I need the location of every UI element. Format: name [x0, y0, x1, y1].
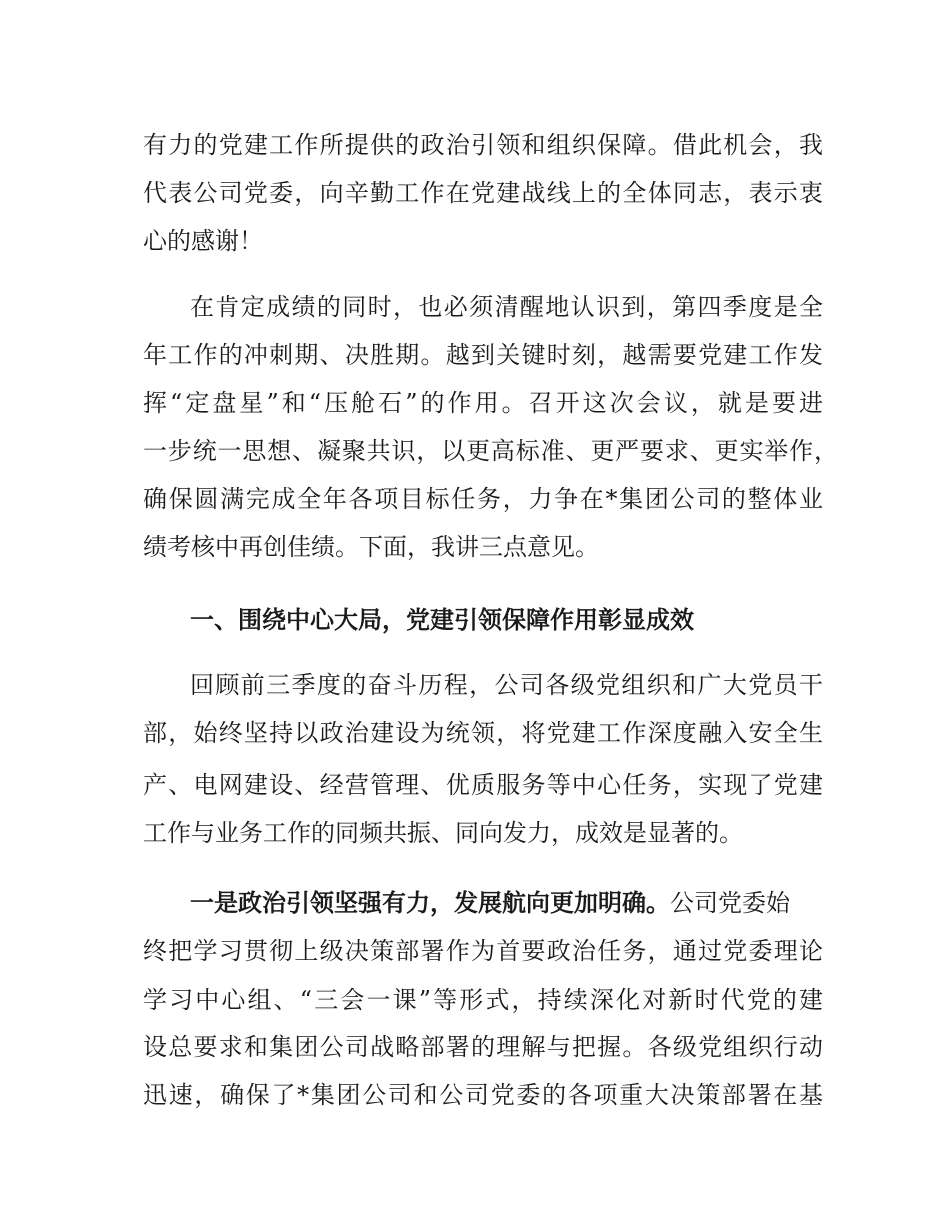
text-line: 年工作的冲刺期、决胜期。越到关键时刻，越需要党建工作发 [143, 341, 823, 369]
text-line: 终把学习贯彻上级决策部署作为首要政治任务，通过党委理论 [143, 937, 823, 965]
text-line: 挥“定盘星”和“压舱石”的作用。召开这次会议，就是要进 [143, 389, 823, 417]
text-line: 产、电网建设、经营管理、优质服务等中心任务，实现了党建 [143, 771, 823, 799]
text-line [190, 888, 823, 918]
text-run: 公司党委始 [670, 889, 790, 917]
text-line: 部，始终坚持以政治建设为统领，将党建工作深度融入安全生 [143, 719, 823, 747]
text-line: 一步统一思想、凝聚共识，以更高标准、更严要求、更实举作， [143, 437, 838, 465]
text-line: 学习中心组、“三会一课”等形式，持续深化对新时代党的建 [143, 986, 823, 1014]
text-line: 回顾前三季度的奋斗历程，公司各级党组织和广大党员干 [190, 671, 823, 699]
section-heading: 一、围绕中心大局，党建引领保障作用彰显成效 [190, 606, 694, 634]
bold-lead-sentence: 一是政治引领坚强有力，发展航向更加明确。 [190, 889, 670, 917]
text-line: 确保圆满完成全年各项目标任务，力争在*集团公司的整体业 [143, 485, 823, 513]
text-line: 绩考核中再创佳绩。下面，我讲三点意见。 [143, 533, 599, 561]
text-line: 在肯定成绩的同时，也必须清醒地认识到，第四季度是全 [190, 293, 823, 321]
text-line: 迅速，确保了*集团公司和公司党委的各项重大决策部署在基 [143, 1081, 823, 1109]
text-line: 代表公司党委，向辛勤工作在党建战线上的全体同志，表示衷 [143, 179, 823, 207]
text-line: 有力的党建工作所提供的政治引领和组织保障。借此机会，我 [143, 131, 823, 159]
text-line: 设总要求和集团公司战略部署的理解与把握。各级党组织行动 [143, 1033, 823, 1061]
text-line: 工作与业务工作的同频共振、同向发力，成效是显著的。 [143, 819, 743, 847]
text-line: 心的感谢！ [143, 227, 263, 255]
